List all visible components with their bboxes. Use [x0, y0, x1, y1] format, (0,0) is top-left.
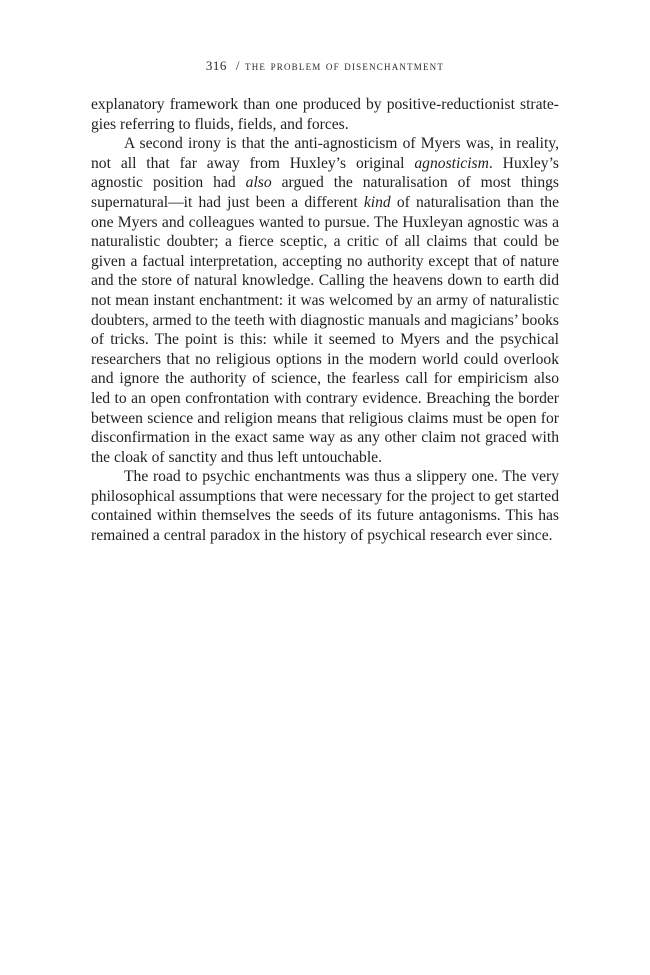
paragraph-2 — [91, 134, 559, 467]
paragraph-1 — [91, 95, 559, 134]
paragraph-2-run-1: A second irony is that the anti-agnosticism of Myers was, in reality, not all that far away from Huxley’s original — [91, 135, 559, 172]
running-title: the problem of disenchantment — [245, 58, 445, 73]
page-number: 316 — [205, 58, 227, 73]
header-separator: / — [235, 58, 241, 73]
paragraph-2-emphasis-also: also — [245, 174, 272, 192]
paragraph-2-run-3: . Huxley’s agnostic position had — [91, 154, 559, 192]
body-text — [91, 95, 559, 546]
running-head — [0, 58, 650, 74]
paragraph-2-emphasis-kind: kind — [363, 193, 391, 211]
paragraph-3-run-1: The road to psychic enchantments was thus a slippery one. The very philosophical assumptions that were necessary for the project to get started contained within themselves the seeds of its future antagonisms. This has remained a central paradox in the history of psychical research ever since. — [91, 468, 559, 545]
paragraph-1-run-1: explanatory framework than one produced by positive-reductionist strategies referring to fluids, fields, and forces. — [91, 96, 559, 133]
paragraph-2-run-5: argued the naturalisation of most things supernatural—it had just been a different — [91, 174, 559, 211]
paragraph-3 — [91, 467, 559, 545]
paragraph-2-run-7: of naturalisation than the one Myers and colleagues wanted to pursue. The Huxleyan agnostic was a naturalistic doubter; a fierce sceptic, a critic of all claims that could be given a factual interpretation, accepting no authority except that of nature and the store of natural knowledge. Calling the heavens down to earth did not mean instant enchantment: it was welcomed by an army of naturalistic doubters, armed to the teeth with diagnostic manuals and magicians’ books of tricks. The point is this: while it seemed to Myers and the psychical researchers that no religious options in the modern world could overlook and ignore the authority of science, the fearless call for empiricism also led to an open confrontation with contrary evidence. Breaching the border between science and religion means that religious claims must be open for disconfirmation in the exact same way as any other claim not graced with the cloak of sanctity and thus left untouchable. — [91, 193, 559, 466]
paragraph-2-emphasis-agnosticism: agnosticism — [414, 154, 489, 172]
